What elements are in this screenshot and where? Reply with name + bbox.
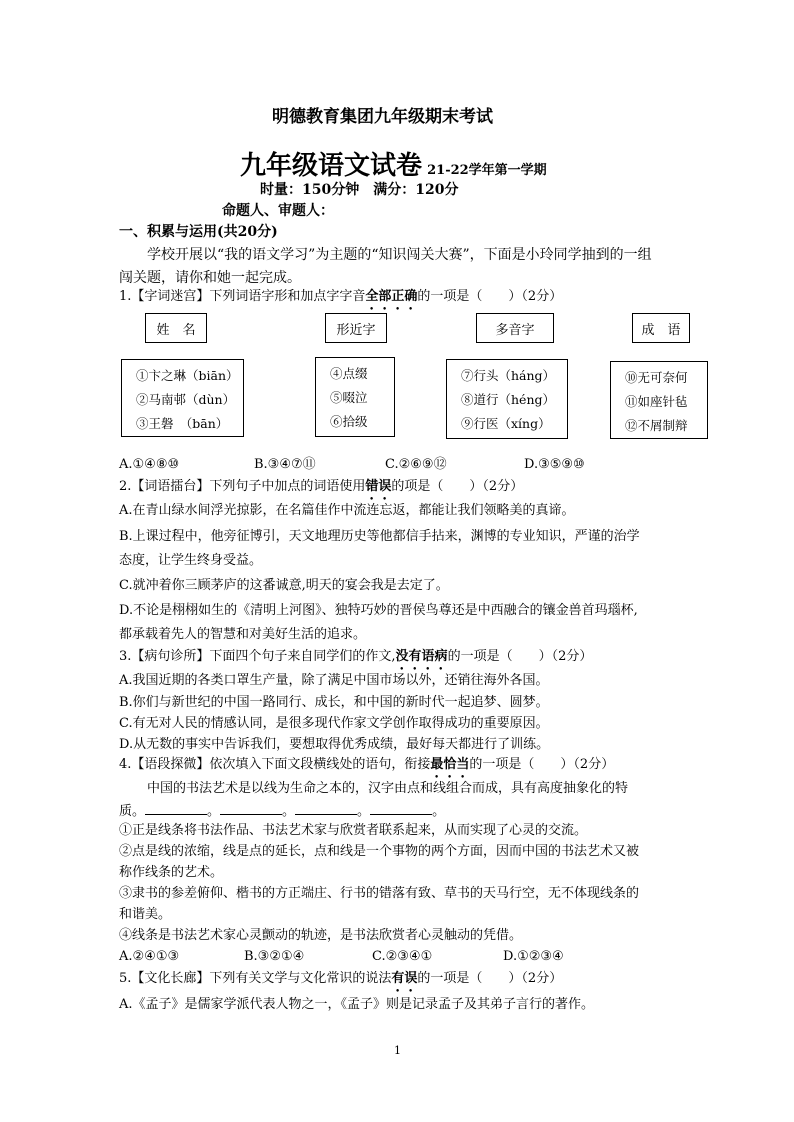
- q4-option-a: A.②④①③: [119, 949, 180, 964]
- q4-passage-start: 质。: [119, 804, 146, 819]
- q3-option-a: A.我国近期的各类口罩生产量，除了满足中国市场以外，还销往海外各国。: [119, 673, 549, 688]
- q3-stem-b: 的一项是（ ）（2分）: [447, 649, 593, 664]
- q4-stem: [119, 756, 614, 781]
- blank: [295, 802, 357, 815]
- q4-stem-emphasis: 最恰当: [430, 757, 470, 772]
- q1-list-idioms: [610, 361, 708, 439]
- list-item: ①卞之琳（biān）: [136, 368, 239, 383]
- q1-stem: [119, 288, 562, 313]
- q2-stem-a: 2.【词语擂台】下列句子中加点的词语使用: [119, 479, 366, 494]
- list-item: ④点缀: [330, 366, 368, 381]
- list-item: ⑨行医（xíng）: [461, 416, 551, 431]
- q2-option-b-line1: B.上课过程中，他旁征博引，天文地理历史等他都信手拈来，渊博的专业知识，严谨的治学: [119, 529, 640, 544]
- exam-title: [240, 145, 547, 182]
- q4-passage-line1: 中国的书法艺术是以线为生命之本的，汉字由点和线组合而成，具有高度抽象化的特: [147, 781, 629, 796]
- list-item: ⑥拾级: [330, 414, 368, 429]
- exam-title-term: 21-22学年第一学期: [427, 163, 547, 178]
- page-number: 1: [394, 1044, 401, 1057]
- q4-sentence-2-line2: 称作线条的艺术。: [119, 865, 224, 880]
- q5-stem-a: 5.【文化长廊】下列有关文学与文化常识的说法: [119, 971, 392, 986]
- q5-stem-b: 的一项是（ ）（2分）: [417, 971, 563, 986]
- list-item: ②马南邨（dùn）: [136, 392, 236, 407]
- authors-line: 命题人、审题人：: [222, 203, 334, 219]
- q5-stem: [119, 970, 562, 995]
- q4-sentence-1: ①正是线条将书法作品、书法艺术家与欣赏者联系起来，从而实现了心灵的交流。: [119, 823, 588, 838]
- blank: [370, 802, 432, 815]
- blank: [220, 802, 282, 815]
- q3-stem-a: 3.【病句诊所】下面四个句子来自同学们的作文,: [119, 649, 396, 664]
- q1-option-d: D.③⑤⑨⑩: [524, 457, 585, 472]
- q1-list-names: [121, 359, 244, 437]
- q3-stem-emphasis: 没有语病: [395, 649, 448, 664]
- q1-list-polyphone: [446, 359, 568, 439]
- blank: [145, 802, 207, 815]
- q1-list-similar: [315, 357, 395, 437]
- q4-passage-line2: 质。 。 。 。 。: [119, 804, 446, 819]
- list-item: ⑪如座针毡: [625, 394, 688, 409]
- q4-option-b: B.③②①④: [244, 949, 305, 964]
- q1-option-a: A.①④⑧⑩: [119, 457, 180, 472]
- q1-category-name: 姓 名: [145, 313, 207, 343]
- q5-option-a: A.《孟子》是儒家学派代表人物之一，《孟子》则是记录孟子及其弟子言行的著作。: [119, 997, 595, 1012]
- q2-option-b-line2: 态度，让学生终身受益。: [119, 553, 263, 568]
- q3-stem: [119, 648, 592, 673]
- time-score: 时量：150分钟 满分：120分: [260, 182, 459, 198]
- q2-stem: [119, 478, 523, 503]
- list-item: ③王磐 （bān）: [136, 416, 229, 431]
- exam-title-main: 九年级语文试卷: [240, 151, 423, 181]
- q2-option-d-line1: D.不论是栩栩如生的《清明上河图》、独特巧妙的晋侯鸟尊还是中西融合的镶金兽首玛瑙杯,: [119, 603, 638, 618]
- q4-sentence-3-line1: ③隶书的参差俯仰、楷书的方正端庄、行书的错落有致、草书的天马行空，无不体现线条的: [119, 886, 640, 901]
- q4-option-d: D.①②③④: [503, 949, 564, 964]
- q4-stem-a: 4.【语段探微】依次填入下面文段横线处的语句，衔接: [119, 757, 431, 772]
- q2-option-d-line2: 都承载着先人的智慧和对美好生活的追求。: [119, 627, 367, 642]
- section-heading: 一、积累与运用(共20分): [119, 224, 278, 240]
- q4-stem-b: 的一项是（ ）（2分）: [469, 757, 615, 772]
- q3-option-c: C.有无对人民的情感认同，是很多现代作家文学创作取得成功的重要原因。: [119, 716, 549, 731]
- q3-option-b: B.你们与新世纪的中国一路同行、成长，和中国的新时代一起追梦、圆梦。: [119, 695, 549, 710]
- q2-stem-b: 的项是（ ）（2分）: [391, 479, 524, 494]
- list-item: ⑤啜泣: [330, 390, 368, 405]
- q1-stem-b: 的一项是（ ）（2分）: [417, 289, 563, 304]
- q5-stem-emphasis: 有误: [391, 971, 418, 986]
- list-item: ⑩无可奈何: [625, 370, 688, 385]
- q2-option-c: C.就冲着你三顾茅庐的这番诚意,明天的宴会我是去定了。: [119, 578, 449, 593]
- intro-line-2: 闯关题，请你和她一起完成。: [119, 270, 301, 286]
- list-item: ⑦行头（háng）: [461, 368, 556, 383]
- q1-category-polyphone: 多音字: [476, 313, 554, 343]
- q4-sentence-3-line2: 和谐美。: [119, 907, 172, 922]
- q1-stem-emphasis: 全部正确: [365, 289, 418, 304]
- q2-stem-emphasis: 错误: [365, 479, 392, 494]
- q4-sentence-2-line1: ②点是线的浓缩，线是点的延长，点和线是一个事物的两个方面，因而中国的书法艺术又被: [119, 844, 640, 859]
- q3-option-d: D.从无数的事实中告诉我们，要想取得优秀成绩，最好每天都进行了训练。: [119, 737, 550, 752]
- q1-category-idiom: 成 语: [632, 313, 690, 343]
- q1-option-c: C.②⑥⑨⑫: [385, 457, 447, 472]
- list-item: ⑫不屑制辩: [625, 418, 688, 433]
- q4-sentence-4: ④线条是书法艺术家心灵颤动的轨迹，是书法欣赏者心灵触动的凭借。: [119, 928, 523, 943]
- q4-option-c: C.②③④①: [372, 949, 433, 964]
- q1-category-similar: 形近字: [325, 313, 387, 343]
- q1-stem-a: 1.【字词迷宫】下列词语字形和加点字字音: [119, 289, 366, 304]
- school-title: 明德教育集团九年级期末考试: [272, 107, 493, 127]
- q1-option-b: B.③④⑦⑪: [254, 457, 316, 472]
- intro-line-1: 学校开展以“我的语文学习”为主题的“知识闯关大赛”，下面是小玲同学抽到的一组: [147, 247, 652, 263]
- q2-option-a: A.在青山绿水间浮光掠影，在名篇佳作中流连忘返，都能让我们领略美的真谛。: [119, 503, 575, 518]
- list-item: ⑧道行（héng）: [461, 392, 556, 407]
